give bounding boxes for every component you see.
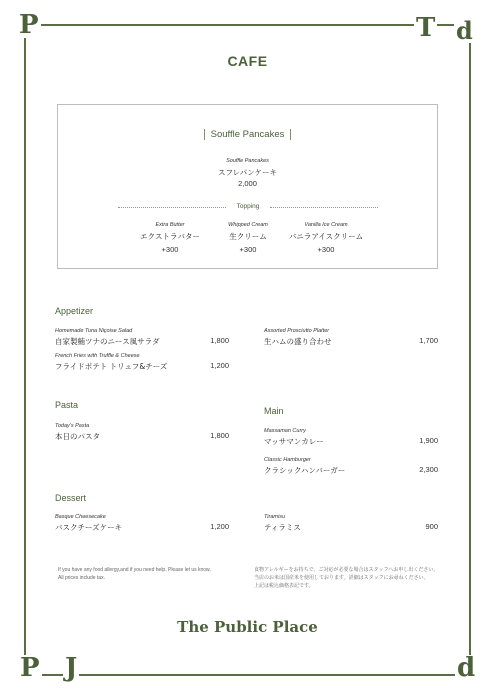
section-title-main: Main <box>264 406 284 416</box>
page-title: CAFE <box>227 53 268 69</box>
menu-item: Tiramisu ティラミス 900 <box>264 514 438 532</box>
corner-mark-bottom-right: d <box>457 653 476 683</box>
corner-mark-top-right: T <box>416 13 436 43</box>
topping-item: Vanilla Ice Cream バニラアイスクリーム +300 <box>288 222 364 254</box>
feature-title: Souffle Pancakes <box>204 129 292 140</box>
menu-item: French Fries with Truffle & Cheese フライドポテト トリュフ&チーズ 1,200 <box>55 353 229 371</box>
menu-item: Assorted Prosciutto Platter 生ハムの盛り合わせ 1,700 <box>264 328 438 346</box>
section-title-dessert: Dessert <box>55 493 87 503</box>
feature-item-price: 2,000 <box>238 179 257 188</box>
allergy-note-en: If you have any food allergy,and if you need help, Please let us know. All prices include tax. <box>58 567 211 581</box>
menu-item: Today's Pasta 本日のパスタ 1,800 <box>55 423 229 441</box>
corner-mark-top-left: P <box>19 10 39 40</box>
menu-item: Classic Hamburger クラシックハンバーガー 2,300 <box>264 457 438 475</box>
topping-label: Topping <box>118 203 378 210</box>
allergy-note-ja: 食物アレルギーをお持ちで、ご対応が必要な場合はスタッフへお申し出ください。 当店のお米は国産米を使用しております。詳細はスタッフにお尋ねください。 上記は税込価格表記です。 <box>254 567 439 589</box>
topping-item: Whipped Cream 生クリーム +300 <box>228 222 268 254</box>
corner-mark-bottom-left-2: J <box>65 653 78 683</box>
section-title-appetizer: Appetizer <box>55 306 94 316</box>
feature-item-ja: スフレパンケーキ <box>217 168 278 177</box>
section-title-pasta: Pasta <box>55 400 79 410</box>
menu-item: Homemade Tuna Niçoise Salad 自家製鮪ツナのニース風サラダ 1,800 <box>55 328 229 346</box>
feature-item-en: Souffle Pancakes <box>226 158 269 164</box>
menu-item: Massaman Curry マッサマンカレー 1,900 <box>264 428 438 446</box>
feature-box <box>57 104 438 269</box>
corner-mark-top-right-2: d <box>456 16 473 45</box>
topping-item: Extra Butter エクストラバター +300 <box>140 222 200 254</box>
corner-mark-bottom-left: P <box>20 653 40 683</box>
menu-item: Basque Cheesecake バスクチーズケーキ 1,200 <box>55 514 229 532</box>
brand-name: The Public Place <box>177 618 318 636</box>
